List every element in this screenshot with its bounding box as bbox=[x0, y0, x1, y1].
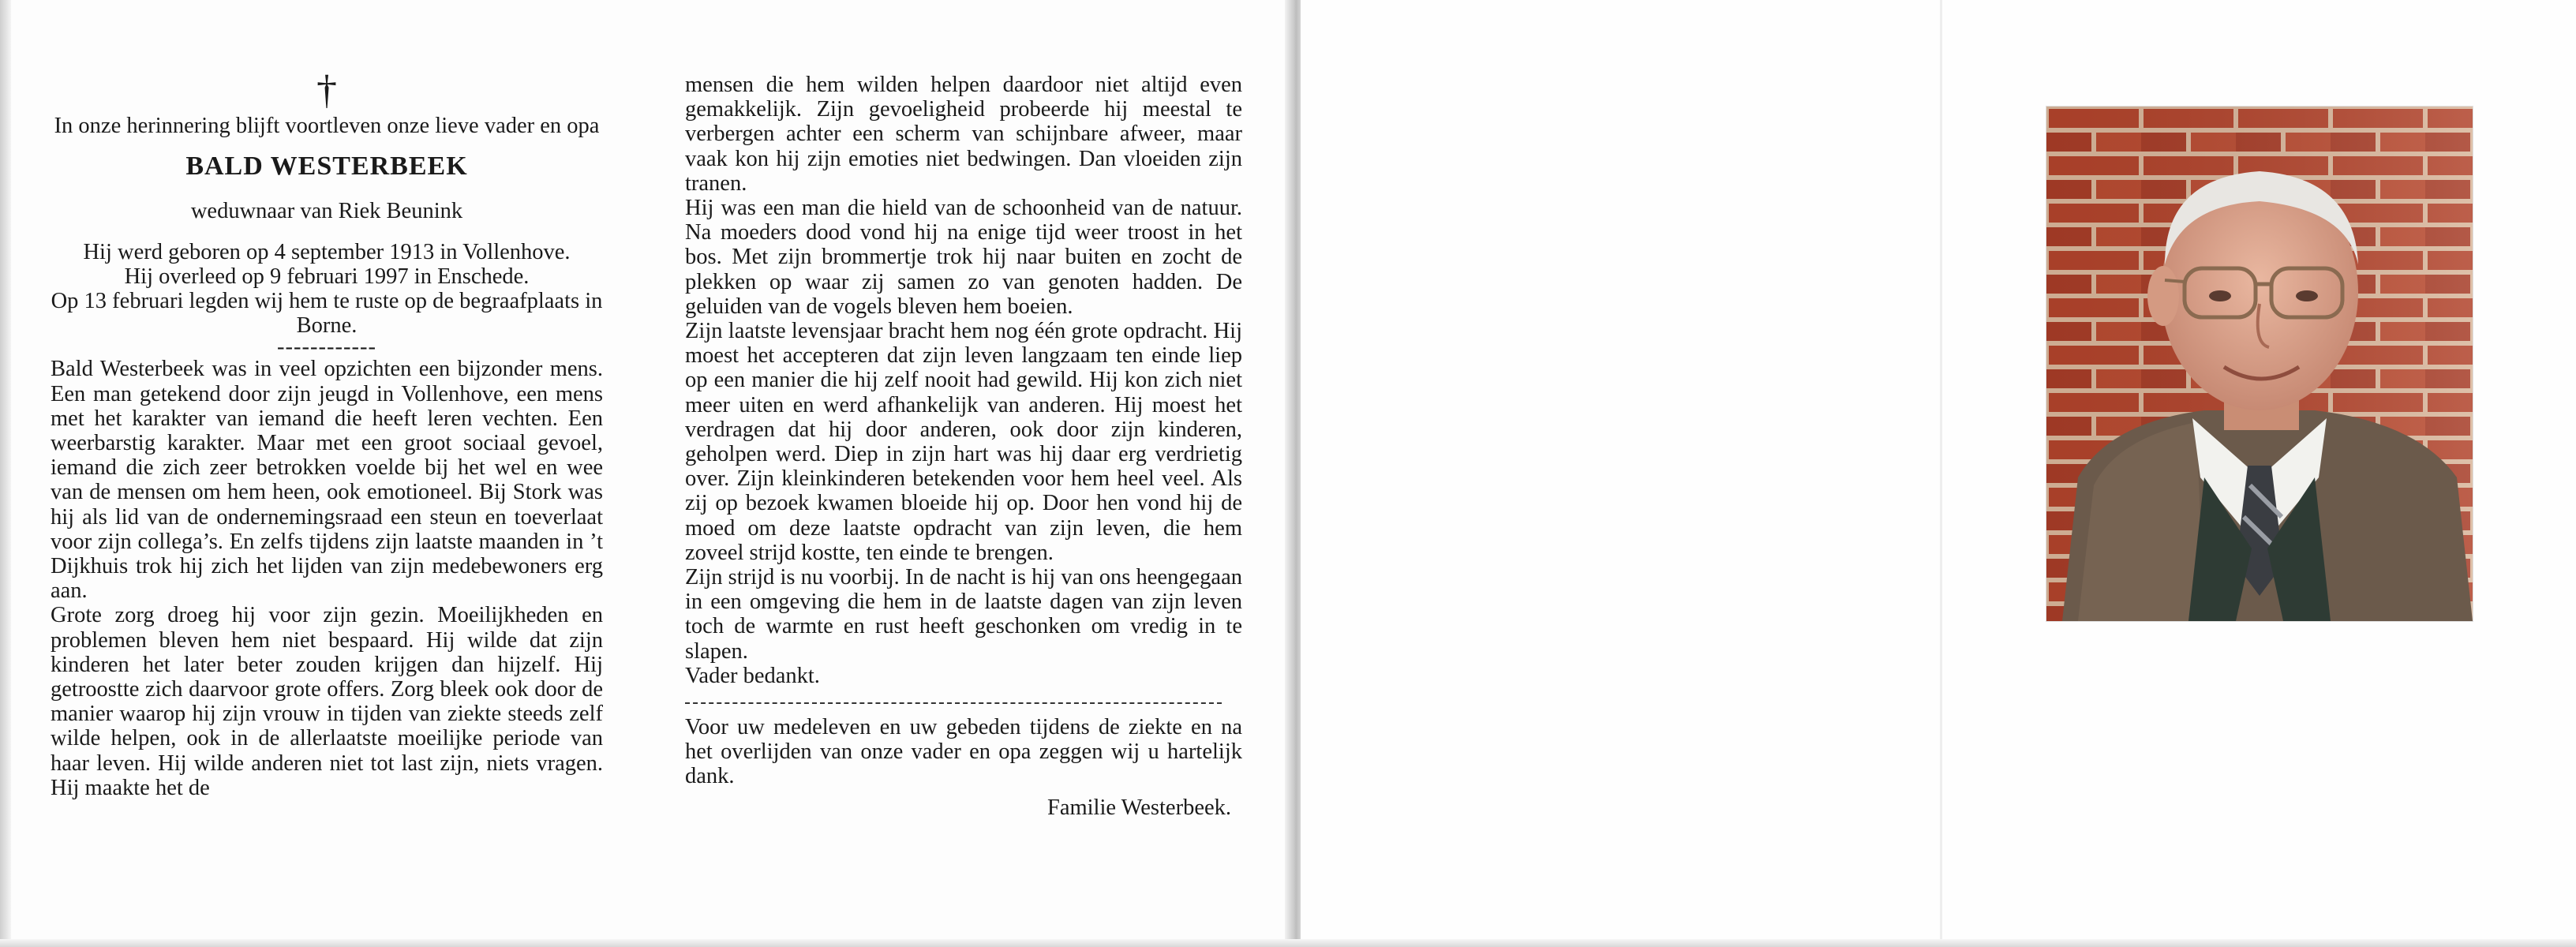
biography-paragraph: Bald Westerbeek was in veel opzichten een bijzonder mens. Een man getekend door zijn jeugd in Vollenhove, een mens met het karakter van iemand die heeft leren vechten. Een weerbarstig karakter. Maar met een groot sociaal gevoel, iemand die zich zeer betrokken voelde bij het wel en wee van de mensen om hem heen, ook emotioneel. Bij Stork was hij als lid van de ondernemingsraad een steun en toeverlaat voor zijn collega’s. En zelfs tijdens zijn laatste maanden in ’t Dijkhuis trok hij zich het lijden van zijn medebewoners erg aan. bbox=[51, 357, 603, 604]
biography-paragraph: Grote zorg droeg hij voor zijn gezin. Moeilijkheden en problemen bleven hem niet bespaard. Hij wilde dat zijn kinderen het later beter zouden krijgen dan hijzelf. Hij getroostte zich daarvoor grote offers. Zorg bleek ook door de manier waarop hij zijn vrouw in tijden van ziekte steeds zelf wilde helpen, ook in de allerlaatste moeilijke periode van haar leven. Hij wilde anderen niet tot last zijn, niets vragen. Hij maakte het de bbox=[51, 603, 603, 800]
separator-dashed-line bbox=[685, 693, 1222, 704]
birth-line: Hij werd geboren op 4 september 1913 in Vollenhove. bbox=[83, 239, 571, 264]
biography-paragraph: Zijn strijd is nu voorbij. In de nacht is hij van ons heengegaan in een omgeving die hem in de laatste dagen van zijn leven toch de warmte en rust heeft geschonken om vredig in te slapen. bbox=[685, 565, 1242, 664]
portrait-photo bbox=[2046, 106, 2473, 622]
family-signature: Familie Westerbeek. bbox=[1046, 795, 1231, 820]
right-text-column bbox=[685, 73, 1242, 820]
cross-icon: † bbox=[316, 68, 337, 113]
separator-line: ------------ bbox=[277, 338, 376, 357]
intro-text: In onze herinnering blijft voortleven onze lieve vader en opa bbox=[54, 114, 600, 138]
card-bottom-edge bbox=[0, 939, 2576, 947]
thanks-paragraph: Voor uw medeleven en uw gebeden tijdens de ziekte en na het overlijden van onze vader en opa zeggen wij u hartelijk dank. bbox=[685, 715, 1242, 789]
closing-line: Vader bedankt. bbox=[685, 663, 820, 688]
death-line: Hij overleed op 9 februari 1997 in Enschede. bbox=[124, 264, 530, 289]
biography-paragraph: Zijn laatste levensjaar bracht hem nog één grote opdracht. Hij moest het accepteren dat zijn leven langzaam ten einde liep op een manier die hij zelf nooit had gewild. Hij kon zich niet meer uiten en werd afhankelijk van anderen. Hij moest het verdragen dat hij door anderen, ook door zijn kinderen, geholpen werd. Diep in zijn hart was hij daar erg verdrietig over. Zijn kleinkinderen betekenden voor hem heel veel. Als zij op bezoek kwamen bloeide hij op. Door hen vond hij de moed om deze laatste opdracht van zijn leven, die hem zoveel strijd kostte, ten einde te brengen. bbox=[685, 319, 1242, 565]
deceased-name: BALD WESTERBEEK bbox=[185, 152, 468, 182]
biography-paragraph: Hij was een man die hield van de schoonheid van de natuur. Na moeders dood vond hij na enige tijd weer troost in het bos. Met zijn brommertje trok hij naar buiten en zocht de plekken op waar zij samen zo van genoten hadden. De geluiden van de vogels bleven hem boeien. bbox=[685, 196, 1242, 319]
widower-line: weduwnaar van Riek Beunink bbox=[190, 199, 463, 224]
burial-line: Op 13 februari legden wij hem te ruste op de begraafplaats in Borne. bbox=[51, 289, 603, 339]
biography-paragraph: mensen die hem wilden helpen daardoor niet altijd even gemakkelijk. Zijn gevoeligheid probeerde hij meestal te verbergen achter een scherm van schijnbare afweer, maar vaak kon hij zijn emoties niet bedwingen. Dan vloeiden zijn tranen. bbox=[685, 73, 1242, 196]
left-text-column bbox=[51, 68, 603, 800]
portrait-image bbox=[2046, 107, 2473, 621]
inner-fold-line bbox=[1940, 0, 1942, 947]
card-edge-shadow bbox=[0, 0, 11, 947]
